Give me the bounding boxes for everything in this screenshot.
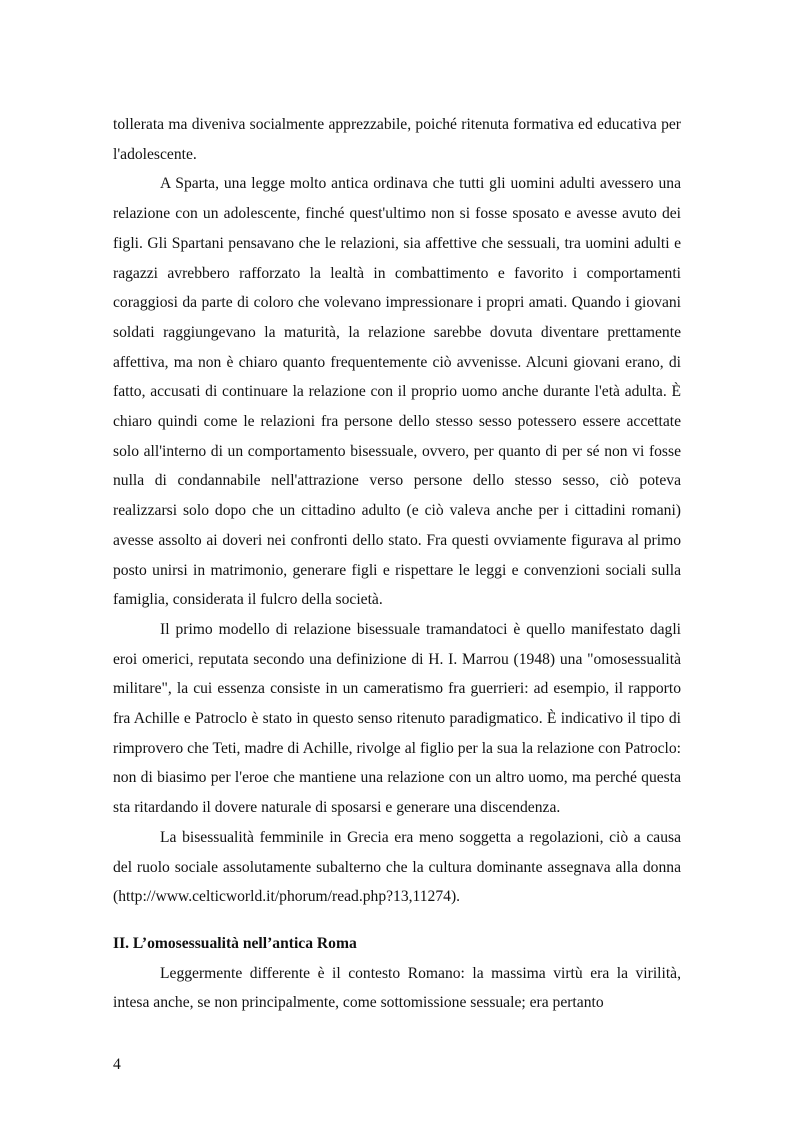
paragraph-female-bisexuality: La bisessualità femminile in Grecia era meno soggetta a regolazioni, ciò a causa del ruolo sociale assolutamente subalterno che la cultura dominante assegnava alla donna (http://www.celticworld.it/phorum/read.php?13,11274). [113,828,681,906]
page-number: 4 [113,1056,121,1073]
paragraph-continuation: tollerata ma diveniva socialmente apprezzabile, poiché ritenuta formativa ed educativa per l'adolescente. [113,116,681,163]
paragraph-sparta: A Sparta, una legge molto antica ordinava che tutti gli uomini adulti avessero una relazione con un adolescente, finché quest'ultimo non si fosse sposato e avesse avuto dei figli. Gli Spartani pensavano che le relazioni, sia affettive che sessuali, tra uomini adulti e ragazzi avrebbero rafforzato la lealtà in combattimento e favorito i comportamenti coraggiosi da parte di coloro che volevano impressionare i propri amati. Quando i giovani soldati raggiungevano la maturità, la relazione sarebbe dovuta diventare prettamente affettiva, ma non è chiaro quanto frequentemente ciò avvenisse. Alcuni giovani erano, di fatto, accusati di continuare la relazione con il proprio uomo anche durante l'età adulta. È chiaro quindi come le relazioni fra persone dello stesso sesso potessero essere accettate solo all'interno di un comportamento bisessuale, ovvero, per quanto di per sé non vi fosse nulla di condannabile nell'attrazione verso persone dello stesso sesso, ciò poteva realizzarsi solo dopo che un cittadino adulto (e ciò valeva anche per i cittadini romani) avesse assolto ai doveri nei confronti dello stato. Fra questi ovviamente figurava al primo posto unirsi in matrimonio, generare figli e rispettare le leggi e convenzioni sociali sulla famiglia, considerata il fulcro della società. [113,175,681,609]
paragraph-rome: Leggermente differente è il contesto Romano: la massima virtù era la virilità, intesa anche, se non principalmente, come sottomissione sessuale; era pertanto [113,964,681,1012]
paragraph-homeric-heroes: Il primo modello di relazione bisessuale tramandatoci è quello manifestato dagli eroi omerici, reputata secondo una definizione di H. I. Marrou (1948) una "omosessualità militare", la cui essenza consiste in un cameratismo fra guerrieri: ad esempio, il rapporto fra Achille e Patroclo è stato in questo senso ritenuto paradigmatico. È indicativo il tipo di rimprovero che Teti, madre di Achille, rivolge al figlio per la sua la relazione con Patroclo: non di biasimo per l'eroe che mantiene una relazione con un altro uomo, ma perché questa sta ritardando il dovere naturale di sposarsi e generare una discendenza. [113,620,681,817]
section-heading: II. L’omosessualità nell’antica Roma [113,934,357,952]
page-body [113,110,681,1018]
